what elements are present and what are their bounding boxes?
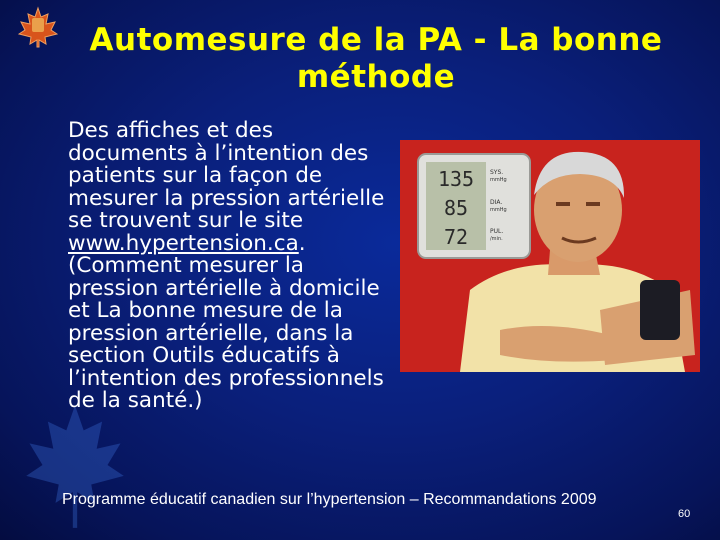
- maple-leaf-logo-icon: [18, 6, 58, 48]
- dia-label: DIA.: [490, 199, 503, 206]
- bp-cuff: [640, 280, 680, 340]
- title-line-2: méthode: [296, 59, 456, 95]
- pul-unit: /min.: [490, 236, 503, 242]
- title-line-1: Automesure de la PA - La bonne: [89, 22, 663, 58]
- bp-monitor-illustration: [400, 140, 700, 372]
- slide-title: [70, 22, 682, 96]
- pul-value: 72: [443, 225, 469, 249]
- body-text-part-1: Des affiches et des documents à l’intention des patients sur la façon de mesurer la pression artérielle se trouvent sur le site: [68, 118, 385, 233]
- right-eye: [586, 202, 600, 206]
- dia-value: 85: [443, 196, 469, 220]
- dia-unit: mmHg: [490, 207, 507, 213]
- footer-text: Programme éducatif canadien sur l’hypertension – Recommandations 2009: [62, 491, 597, 508]
- sys-value: 135: [437, 167, 475, 191]
- pul-label: PUL.: [490, 228, 504, 235]
- body-paragraph: [68, 120, 388, 413]
- sys-label: SYS.: [490, 169, 504, 176]
- body-text-part-2: . (Comment mesurer la pression artérielle à domicile et La bonne mesure de la pression artérielle, dans la section Outils éducatifs à l’intention des professionnels de la santé.): [68, 230, 384, 413]
- sys-unit: mmHg: [490, 177, 507, 183]
- background-maple-leaf-icon: [20, 400, 130, 530]
- left-eye: [556, 202, 570, 206]
- hypertension-link[interactable]: www.hypertension.ca: [68, 230, 299, 256]
- page-number: 60: [678, 508, 691, 520]
